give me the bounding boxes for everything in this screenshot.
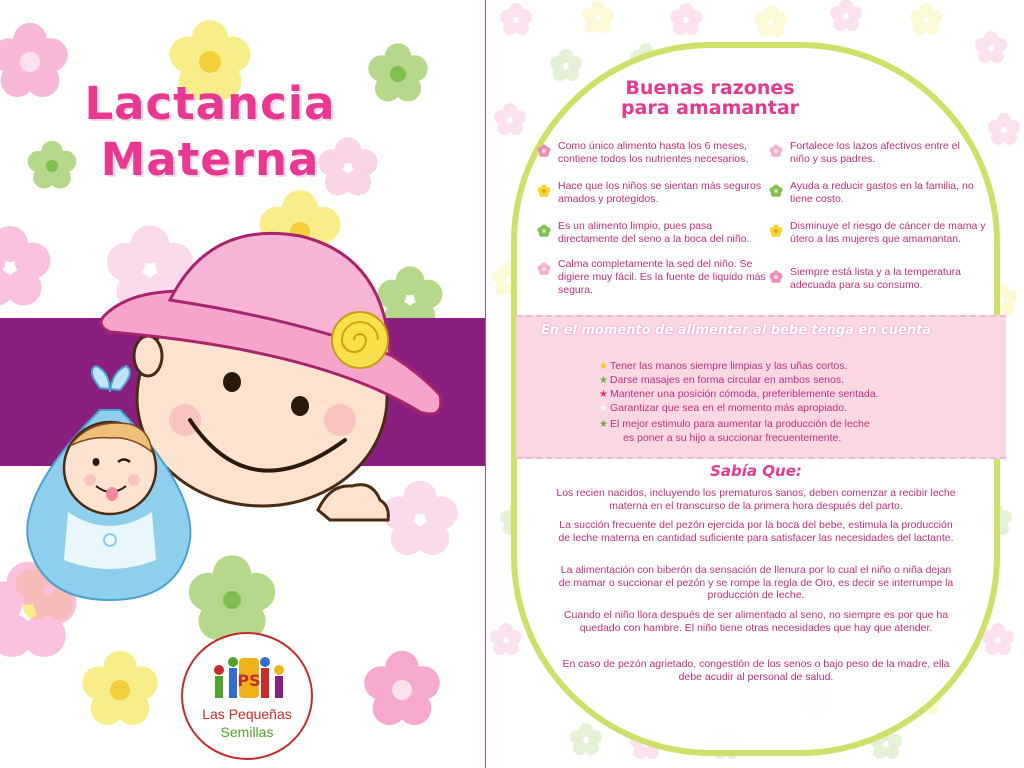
reason-item [536,220,776,250]
reason-item [536,140,776,170]
reason-item [768,140,1008,170]
did-you-know-paragraph: La succión frecuente del pezón ejercida por la boca del bebe, estimula la producción de leche materna en cantidad suficiente para satisfacer las necesidades del lactante. [558,519,954,544]
pink-flower-icon [768,143,784,159]
reason-text: Siempre está lista y a la temperatura adecuada para su consumo. [790,266,961,291]
yellow-flower-icon [768,223,784,239]
logo-name-line2: Semillas [220,724,274,740]
pink-flower-icon [536,143,552,159]
mother-and-baby-illustration [0,0,485,620]
star-icon: ★ [599,403,608,414]
pink-flower-icon [768,269,784,285]
reason-text: Ayuda a reducir gastos en la familia, no tiene costo. [790,180,974,205]
did-you-know-paragraph: En caso de pezón agrietado, congestión de los senos o bajo peso de la madre, ella debe acudir al personal de salud. [562,658,950,683]
reason-text: Hace que los niños se sientan más seguros amados y protegidos. [558,180,762,205]
reasons-title: Buenas razones para amamantar [620,77,800,119]
logo-name-line1: Las Pequeñas [202,706,292,722]
tip-item [599,374,930,387]
reason-text: Como único alimento hasta los 6 meses, contiene todos los nutrientes necesarios. [558,140,749,165]
reason-text: Disminuye el riesgo de cáncer de mama y útero a las mujeres que amamantan. [790,220,986,245]
tip-text: Darse masajes en forma circular en ambos senos. [610,374,845,386]
left-page-cover [0,0,485,768]
tip-text: Tener las manos siempre limpias y las uñas cortos. [610,360,848,372]
tip-item [599,418,930,431]
star-icon: ★ [599,389,608,400]
green-flower-icon [536,223,552,239]
pink-flower-icon [536,261,552,277]
star-icon: ★ [599,375,608,386]
tip-text: Mantener una posición cómoda, preferiblemente sentada. [610,388,879,400]
cover-title: Lactancia Materna [84,77,336,186]
reason-item [768,180,1008,210]
crayon-kids-logo-icon [211,652,287,704]
tip-text: Garantizar que sea en el momento más apropiado. [610,402,847,414]
logo-letters: PS [237,671,261,690]
star-icon: ★ [599,419,608,430]
tip-item [599,360,930,373]
reason-item [536,180,776,210]
reason-text: Es un alimento limpio, pues pasa directamente del seno a la boca del niño. [558,220,750,245]
reason-text: Calma completamente la sed del niño. Se digiere muy fácil. Es la fuente de liquido más segura. [558,258,766,296]
green-flower-icon [768,183,784,199]
reason-item [768,220,1008,250]
tip-continuation: es poner a su hijo a succionar frecuentemente. [623,432,842,444]
right-page-info [486,0,1024,768]
feeding-tips-title: En el momento de alimentar al bebe tenga en cuenta [540,323,932,338]
tip-item [599,388,930,401]
star-icon: ★ [599,361,608,372]
reason-item [536,258,776,298]
tip-item [599,402,930,415]
brand-logo [181,632,313,760]
did-you-know-title: Sabía Que: [710,462,802,480]
tip-text: El mejor estimulo para aumentar la producción de leche [610,418,870,430]
reason-item [768,266,1008,296]
did-you-know-paragraph: Cuando el niño llora después de ser alimentado al seno, no siempre es por que ha quedado con hambre. El niño tiene otras necesidades que hay que atender. [563,609,949,634]
yellow-flower-icon [536,183,552,199]
did-you-know-paragraph: Los recien nacidos, incluyendo los prematuros sanos, deben comenzar a recibir leche materna en el transcurso de la primera hora después del parto. [556,487,956,512]
did-you-know-paragraph: La alimentación con biberón da sensación de llenura por lo cual el niño o niña dejan de mamar o succionar el pezón y se rompe la regla de Oro, es decir se interrumpe la producción de leche. [558,564,954,602]
reason-text: Fortalece los lazos afectivos entre el niño y sus padres. [790,140,960,165]
